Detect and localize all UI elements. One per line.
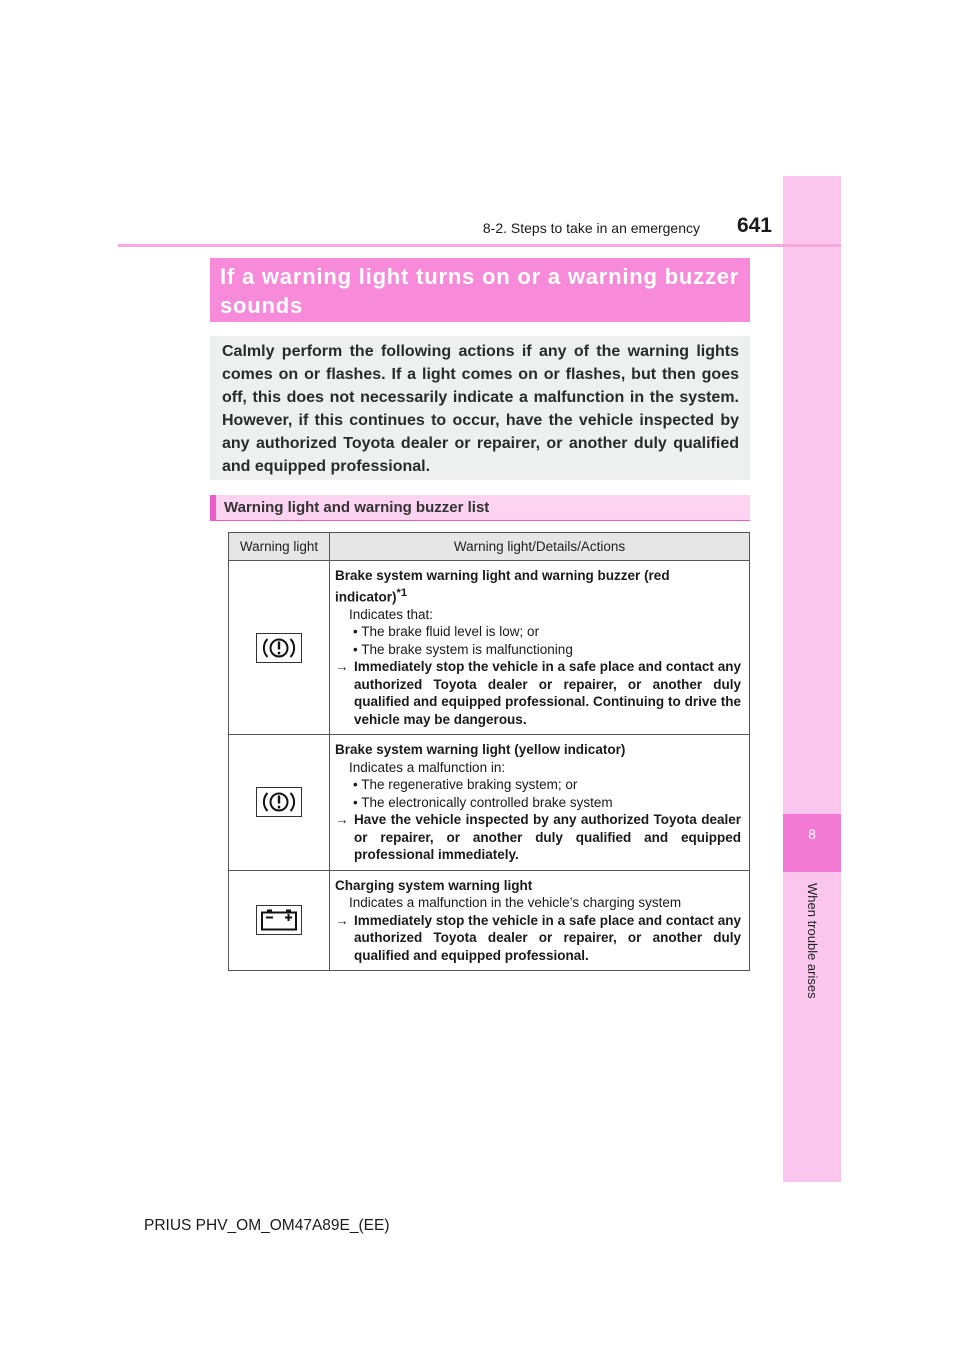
warning-light-table [228, 532, 750, 971]
table-row [229, 870, 750, 971]
arrow-right-icon: → [335, 659, 349, 674]
table-row [229, 561, 750, 735]
details-cell [330, 870, 750, 971]
warning-intro: Indicates a malfunction in: [349, 759, 506, 775]
chapter-number-box [783, 814, 841, 872]
arrow-right-icon: → [335, 812, 349, 827]
icon-cell [229, 870, 330, 971]
brake-warning-icon [256, 787, 302, 817]
chapter-side-tab [783, 176, 841, 1182]
warning-name: Brake system warning light (yellow indicator) [335, 742, 626, 757]
page-title: If a warning light turns on or a warning buzzer sounds [220, 264, 740, 318]
arrow-right-icon: → [335, 912, 349, 928]
document-footer: PRIUS PHV_OM_OM47A89E_(EE) [144, 1217, 390, 1234]
table-row [229, 735, 750, 871]
column-header-details: Warning light/Details/Actions [330, 533, 750, 561]
warning-intro: Indicates that: [349, 606, 434, 622]
subheading-box [210, 495, 750, 521]
warning-name: Brake system warning light and warning buzzer (red indicator)$^{*1}$ [335, 568, 670, 604]
intro-text: Calmly perform the following actions if any of the warning lights comes on or flashes. If a light comes on or flashes, but then goes off, this does not necessarily indicate a malfunction in the system. However, if this continues to occur, have the vehicle inspected by any authorized Toyota dealer or repairer, or another duly qualified and equipped professional. [222, 343, 739, 475]
intro-box [210, 336, 750, 480]
header-divider [118, 244, 841, 247]
title-box [210, 258, 750, 322]
section-label: 8-2. Steps to take in an emergency [482, 220, 700, 236]
chapter-number: 8 [808, 826, 816, 842]
table-header-row [229, 533, 750, 561]
icon-cell [229, 735, 330, 871]
column-header-warning-light: Warning light [229, 533, 330, 561]
warning-intro: Indicates a malfunction in the vehicle’s charging system [349, 895, 682, 910]
subheading: Warning light and warning buzzer list [224, 499, 490, 516]
warning-action: → Immediately stop the vehicle in a safe place and contact any authorized Toyota dealer or repairer, or another duly qualified and equipped professional. [335, 912, 741, 963]
brake-warning-icon [256, 633, 302, 663]
icon-cell [229, 561, 330, 735]
battery-icon [256, 905, 302, 935]
warning-action: → Immediately stop the vehicle in a safe place and contact any authorized Toyota dealer or repairer, or another duly qualified and equipped professional. Continuing to drive the vehicle may be dangerous. [335, 659, 741, 727]
page-number: 641 [736, 214, 772, 237]
list-item: • The electronically controlled brake system [353, 794, 613, 810]
warning-action: → Have the vehicle inspected by any authorized Toyota dealer or repairer, or another duly qualified and equipped professional immediately. [335, 812, 741, 862]
footnote-marker: *1 [396, 586, 408, 599]
chapter-label: When trouble arises [805, 883, 820, 999]
details-cell [330, 561, 750, 735]
list-item: • The brake fluid level is low; or [353, 624, 540, 639]
details-cell [330, 735, 750, 871]
warning-name: Charging system warning light [335, 877, 533, 893]
list-item: • The regenerative braking system; or [353, 777, 578, 792]
list-item: • The brake system is malfunctioning [353, 641, 573, 657]
